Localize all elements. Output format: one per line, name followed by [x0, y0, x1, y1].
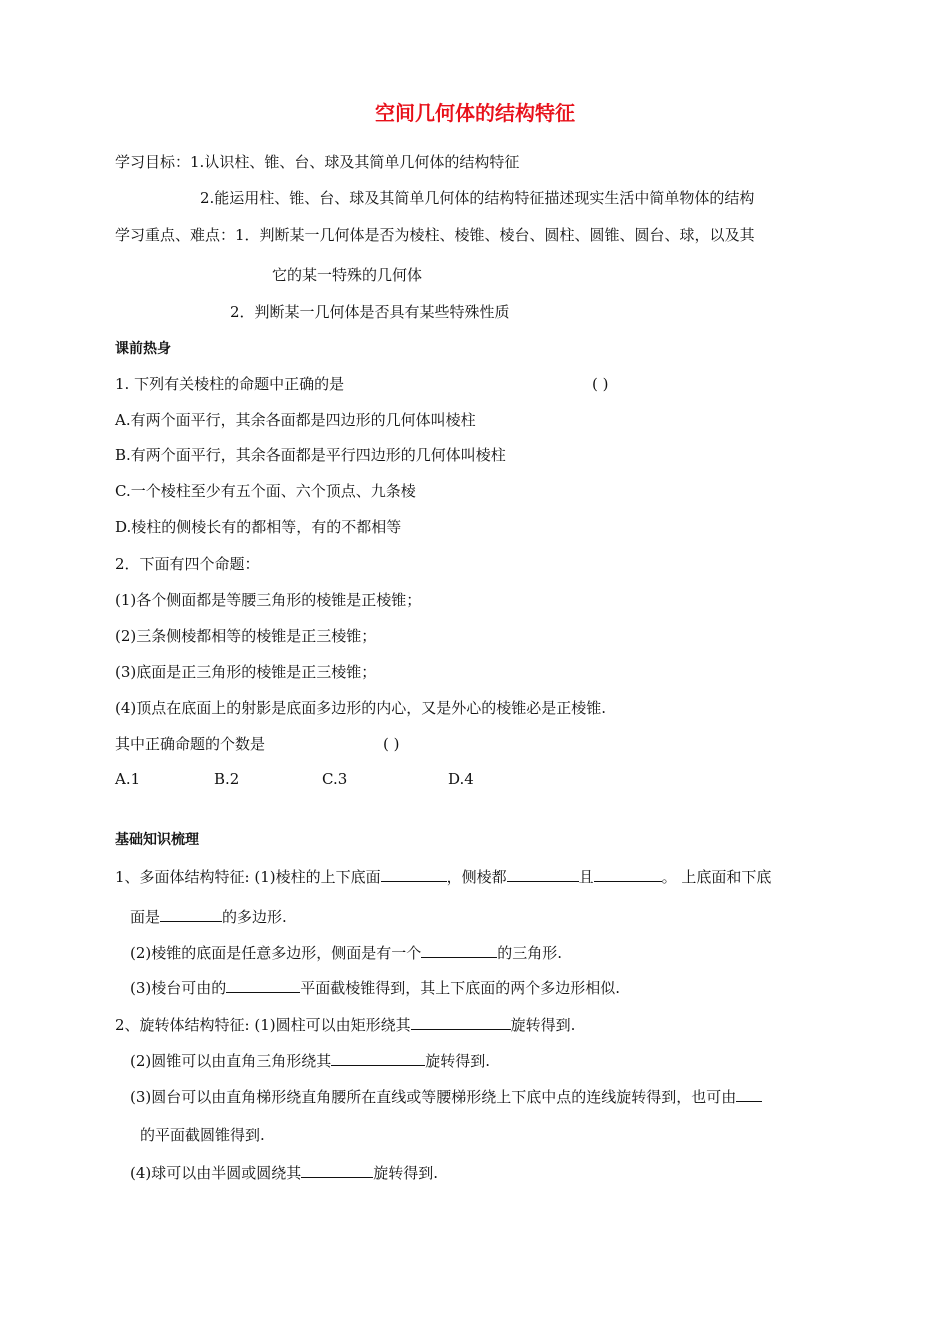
polyhedron-text-1: 1、多面体结构特征: (1)棱柱的上下底面	[115, 868, 381, 886]
polyhedron-line	[115, 866, 771, 887]
question-2-ask: 其中正确命题的个数是	[115, 735, 266, 753]
focus-label: 学习重点、难点：	[115, 226, 236, 244]
frustum-line	[130, 977, 620, 998]
cone-line	[130, 1050, 490, 1071]
question-2-choice-c: C.3	[322, 770, 348, 788]
frustum-text-2: 平面截棱锥得到，其上下底面的两个多边形相似.	[300, 979, 621, 997]
page-title: 空间几何体的结构特征	[375, 101, 575, 125]
question-2-item-1: (1)各个侧面都是等腰三角形的棱锥是正棱锥；	[115, 591, 422, 609]
question-1-option-b: B.有两个面平行，其余各面都是平行四边形的几何体叫棱柱	[115, 446, 506, 464]
polyhedron-cont-text-2: 的多边形.	[222, 908, 287, 926]
question-1-answer-paren: ( )	[592, 375, 609, 393]
focus-1b: 它的某一特殊的几何体	[272, 266, 423, 284]
pyramid-text-2: 的三角形.	[497, 944, 563, 962]
learning-goal-1: 1.认识柱、锥、台、球及其简单几何体的结构特征	[190, 153, 520, 171]
warmup-heading: 课前热身	[115, 341, 171, 357]
polyhedron-cont-text-1: 面是	[130, 908, 161, 926]
frustum-text-1: (3)棱台可由的	[130, 979, 227, 997]
blank-cylinder-axis[interactable]	[411, 1014, 511, 1030]
question-1-option-c: C.一个棱柱至少有五个面、六个顶点、九条棱	[115, 482, 416, 500]
polyhedron-text-2: ，侧棱都	[446, 868, 507, 886]
sphere-text-1: (4)球可以由半圆或圆绕其	[130, 1164, 302, 1182]
blank-sphere-axis[interactable]	[301, 1162, 373, 1178]
learning-goals-label: 学习目标：	[115, 153, 191, 171]
question-2-choice-b: B.2	[214, 770, 240, 788]
blank-lateral-edges-2[interactable]	[594, 866, 662, 882]
basics-heading: 基础知识梳理	[115, 832, 199, 848]
polyhedron-text-4: 。 上底面和下底	[661, 868, 772, 886]
question-2-item-4: (4)顶点在底面上的射影是底面多边形的内心，又是外心的棱锥必是正棱锥.	[115, 699, 607, 717]
question-1-option-a: A.有两个面平行，其余各面都是四边形的几何体叫棱柱	[115, 411, 476, 429]
frustum-cone-line	[130, 1086, 762, 1107]
learning-goal-2: 2.能运用柱、锥、台、球及其简单几何体的结构特征描述现实生活中简单物体的结构	[200, 189, 755, 207]
question-2-item-2: (2)三条侧棱都相等的棱锥是正三棱锥；	[115, 627, 377, 645]
question-2-answer-paren: ( )	[383, 735, 400, 753]
focus-line-1	[115, 225, 755, 245]
question-2-item-3: (3)底面是正三角形的棱锥是正三棱锥；	[115, 663, 377, 681]
pyramid-text-1: (2)棱锥的底面是任意多边形，侧面是有一个	[130, 944, 422, 962]
cone-text-2: 旋转得到.	[425, 1052, 491, 1070]
frustum-cone-text: (3)圆台可以由直角梯形绕直角腰所在直线或等腰梯形绕上下底中点的连线旋转得到，也可由	[130, 1088, 737, 1106]
polyhedron-line-cont	[130, 906, 287, 927]
focus-1a: 1．判断某一几何体是否为棱柱、棱锥、棱台、圆柱、圆锥、圆台、球，以及其	[235, 226, 755, 244]
blank-frustum-plane[interactable]	[226, 977, 300, 993]
cylinder-text-2: 旋转得到.	[510, 1016, 576, 1034]
question-2-choice-d: D.4	[448, 770, 474, 788]
cone-text-1: (2)圆锥可以由直角三角形绕其	[130, 1052, 332, 1070]
sphere-text-2: 旋转得到.	[373, 1164, 439, 1182]
blank-cone-axis[interactable]	[331, 1050, 425, 1066]
sphere-line	[130, 1162, 438, 1183]
blank-frustum-cone-plane[interactable]	[736, 1086, 762, 1102]
pyramid-line	[130, 942, 562, 963]
blank-lateral-edges-1[interactable]	[507, 866, 579, 882]
frustum-cone-line-cont: 的平面截圆锥得到.	[140, 1126, 265, 1144]
blank-base-polygon[interactable]	[160, 906, 222, 922]
question-1-option-d: D.棱柱的侧棱长有的都相等，有的不都相等	[115, 518, 402, 536]
rotation-body-line	[115, 1014, 575, 1035]
cylinder-text-1: 2、旋转体结构特征: (1)圆柱可以由矩形绕其	[115, 1016, 411, 1034]
question-1-stem: 1. 下列有关棱柱的命题中正确的是	[115, 375, 345, 393]
polyhedron-text-3: 且	[578, 868, 594, 886]
focus-2: 2．判断某一几何体是否具有某些特殊性质	[230, 303, 510, 321]
blank-prism-bases[interactable]	[381, 866, 447, 882]
learning-goals-line-1	[115, 152, 519, 172]
blank-pyramid-common-vertex[interactable]	[421, 942, 497, 958]
question-2-choice-a: A.1	[115, 770, 141, 788]
question-2-stem: 2．下面有四个命题：	[115, 555, 260, 573]
